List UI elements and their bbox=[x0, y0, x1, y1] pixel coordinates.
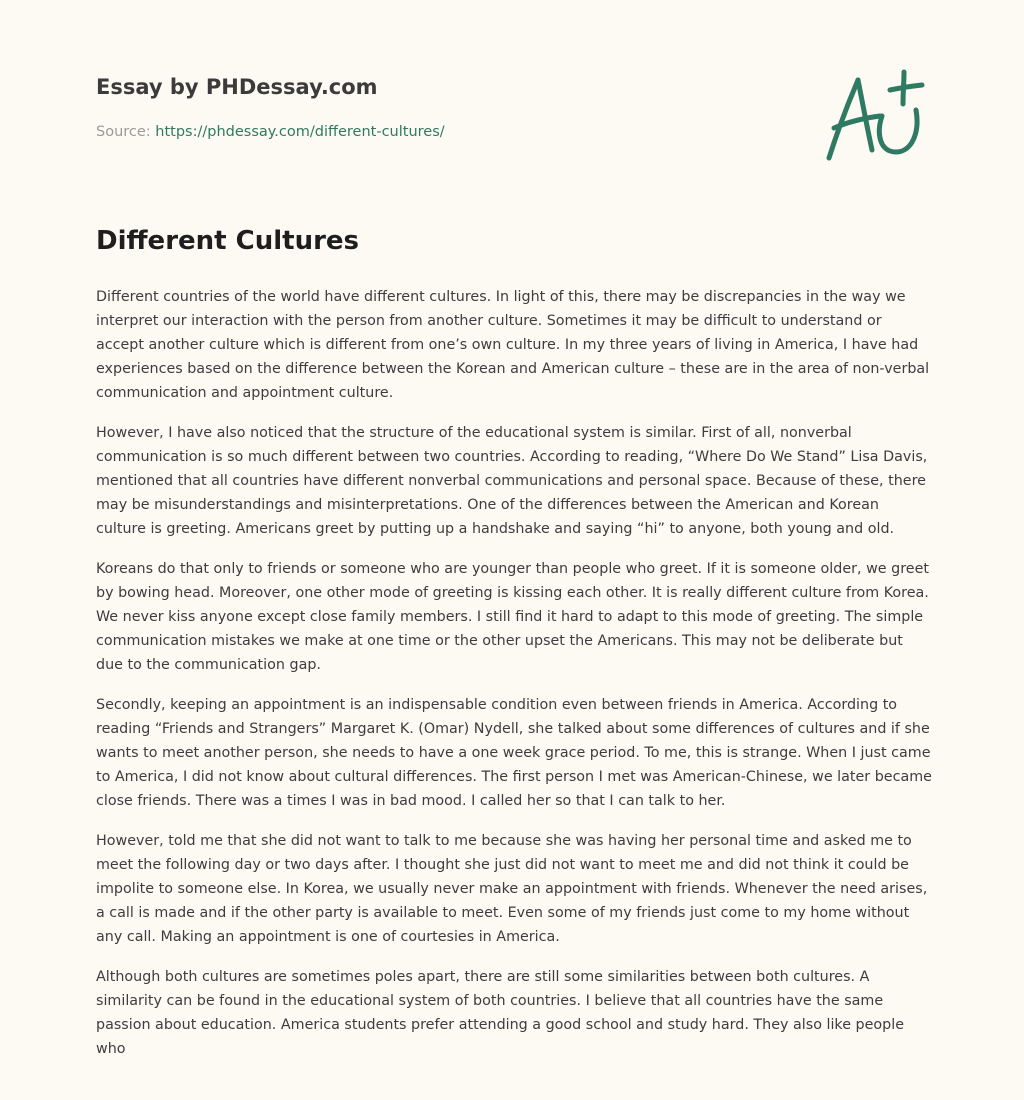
essay-body bbox=[96, 285, 932, 1077]
source-line bbox=[96, 124, 445, 140]
essay-paragraph: Different countries of the world have different cultures. In light of this, there may be discrepancies in the way we interpret our interaction with the person from another culture. Sometimes it may be difficult to understand or accept another culture which is different from one’s own culture. In my three years of living in America, I have had experiences based on the difference between the Korean and American culture – these are in the area of non-verbal communication and appointment culture. bbox=[96, 289, 930, 401]
essay-paragraph: However, told me that she did not want to talk to me because she was having her personal time and asked me to meet the following day or two days after. I thought she just did not want to meet me and did not think it could be impolite to someone else. In Korea, we usually never make an appointment with friends. Whenever the need arises, a call is made and if the other party is available to meet. Even some of my friends just come to my home without any call. Making an appointment is one of courtesies in America. bbox=[96, 833, 928, 945]
essay-paragraph: Secondly, keeping an appointment is an indispensable condition even between friends in America. According to reading “Friends and Strangers” Margaret K. (Omar) Nydell, she talked about some differences of cultures and if she wants to meet another person, she needs to have a one week grace period. To me, this is strange. When I just came to America, I did not know about cultural differences. The first person I met was American-Chinese, we later became close friends. There was a times I was in bad mood. I called her so that I can talk to her. bbox=[96, 697, 932, 809]
a-plus-grade-icon bbox=[820, 66, 930, 166]
source-link[interactable]: https://phdessay.com/different-cultures/ bbox=[155, 124, 445, 140]
essay-title: Different Cultures bbox=[96, 226, 360, 256]
essay-paragraph: Koreans do that only to friends or someone who are younger than people who greet. If it is someone older, we greet by bowing head. Moreover, one other mode of greeting is kissing each other. It is really different culture from Korea. We never kiss anyone except close family members. I still find it hard to adapt to this mode of greeting. The simple communication mistakes we make at one time or the other upset the Americans. This may not be deliberate but due to the communication gap. bbox=[96, 561, 929, 673]
source-label: Source: bbox=[96, 124, 156, 140]
site-brand: Essay by PHDessay.com bbox=[96, 75, 378, 99]
essay-paragraph: Although both cultures are sometimes poles apart, there are still some similarities between both cultures. A similarity can be found in the educational system of both countries. I believe that all countries have the same passion about education. America students prefer attending a good school and study hard. They also like people who bbox=[96, 969, 905, 1057]
essay-paragraph: However, I have also noticed that the structure of the educational system is similar. First of all, nonverbal communication is so much different between two countries. According to reading, “Where Do We Stand” Lisa Davis, mentioned that all countries have different nonverbal communications and personal space. Because of these, there may be misunderstandings and misinterpretations. One of the differences between the American and Korean culture is greeting. Americans greet by putting up a handshake and saying “hi” to anyone, both young and old. bbox=[96, 425, 928, 537]
